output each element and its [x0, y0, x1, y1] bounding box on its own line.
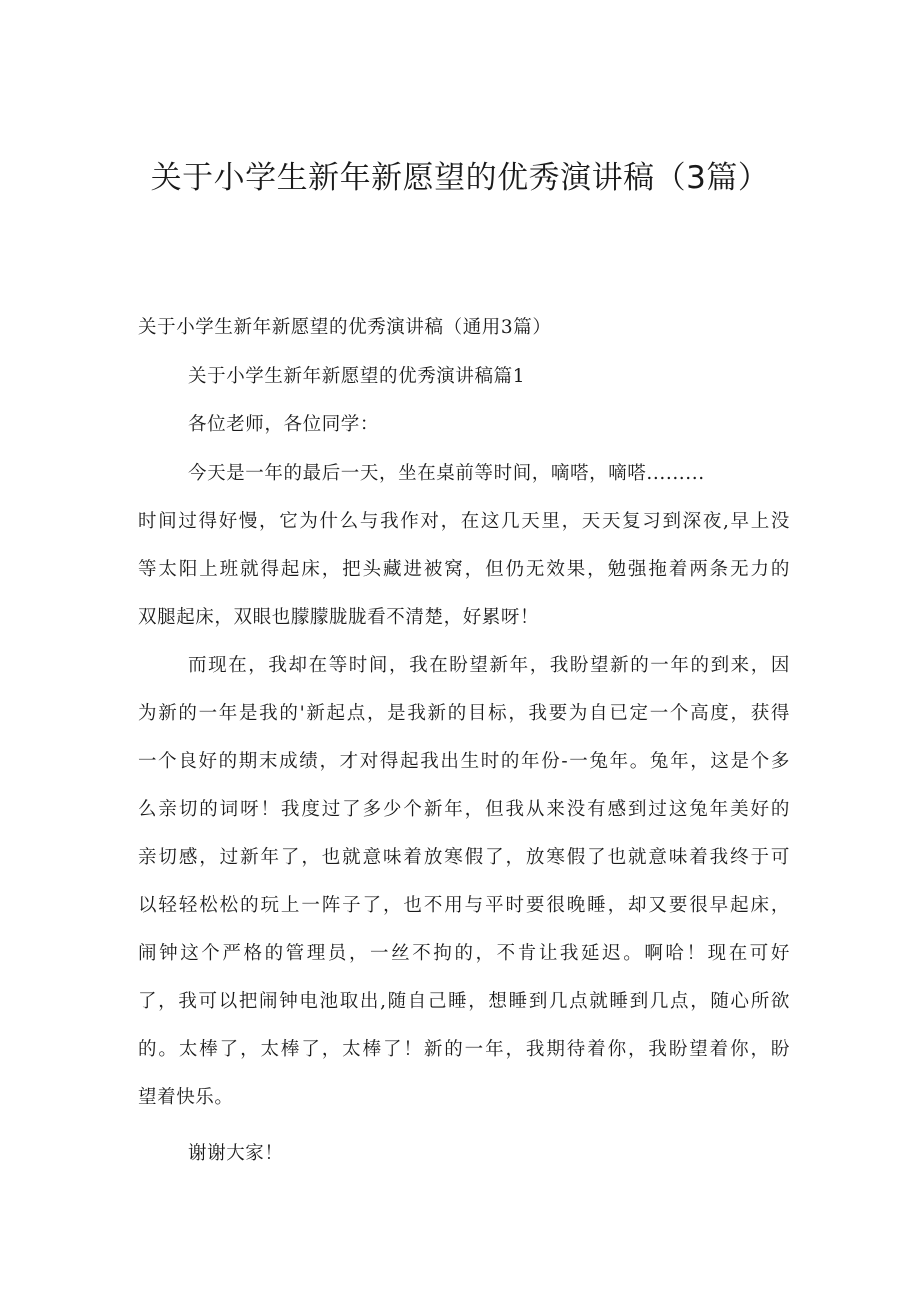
paragraph-line: 望着快乐。 [138, 1087, 234, 1108]
paragraph-line: 么亲切的词呀！我度过了多少个新年，但我从来没有感到过这兔年美好的 [138, 799, 790, 820]
paragraph-line: 了，我可以把闹钟电池取出,随自己睡，想睡到几点就睡到几点，随心所欲 [138, 991, 790, 1012]
section-heading: 关于小学生新年新愿望的优秀演讲稿篇1 [188, 366, 526, 387]
paragraph-line: 亲切感，过新年了，也就意味着放寒假了，放寒假了也就意味着我终于可 [138, 847, 790, 868]
closing-line: 谢谢大家！ [188, 1143, 284, 1164]
paragraph-line: 的。太棒了，太棒了，太棒了！新的一年，我期待着你，我盼望着你，盼 [138, 1039, 790, 1060]
paragraph-line: 双腿起床，双眼也朦朦胧胧看不清楚，好累呀！ [138, 607, 540, 628]
paragraph-line: 闹钟这个严格的管理员，一丝不拘的，不肯让我延迟。啊哈！现在可好 [138, 943, 790, 964]
paragraph-line: 等太阳上班就得起床，把头藏进被窝，但仍无效果，勉强拖着两条无力的 [138, 559, 790, 580]
paragraph-line: 而现在，我却在等时间，我在盼望新年，我盼望新的一年的到来，因 [188, 655, 790, 676]
document-subtitle: 关于小学生新年新愿望的优秀演讲稿（通用3篇） [138, 317, 552, 338]
document-title: 关于小学生新年新愿望的优秀演讲稿（3篇） [150, 160, 770, 196]
paragraph-line: 以轻轻松松的玩上一阵子了，也不用与平时要很晚睡，却又要很早起床， [138, 895, 790, 916]
paragraph-line: 今天是一年的最后一天，坐在桌前等时间，嘀嗒，嘀嗒......... [188, 463, 705, 484]
paragraph-line: 时间过得好慢，它为什么与我作对，在这几天里，天天复习到深夜,早上没 [138, 511, 790, 532]
paragraph-line: 为新的一年是我的'新起点，是我新的目标，我要为自已定一个高度，获得 [138, 703, 790, 724]
paragraph-line: 一个良好的期末成绩，才对得起我出生时的年份-一兔年。兔年，这是个多 [138, 751, 790, 772]
greeting: 各位老师，各位同学： [188, 414, 380, 435]
